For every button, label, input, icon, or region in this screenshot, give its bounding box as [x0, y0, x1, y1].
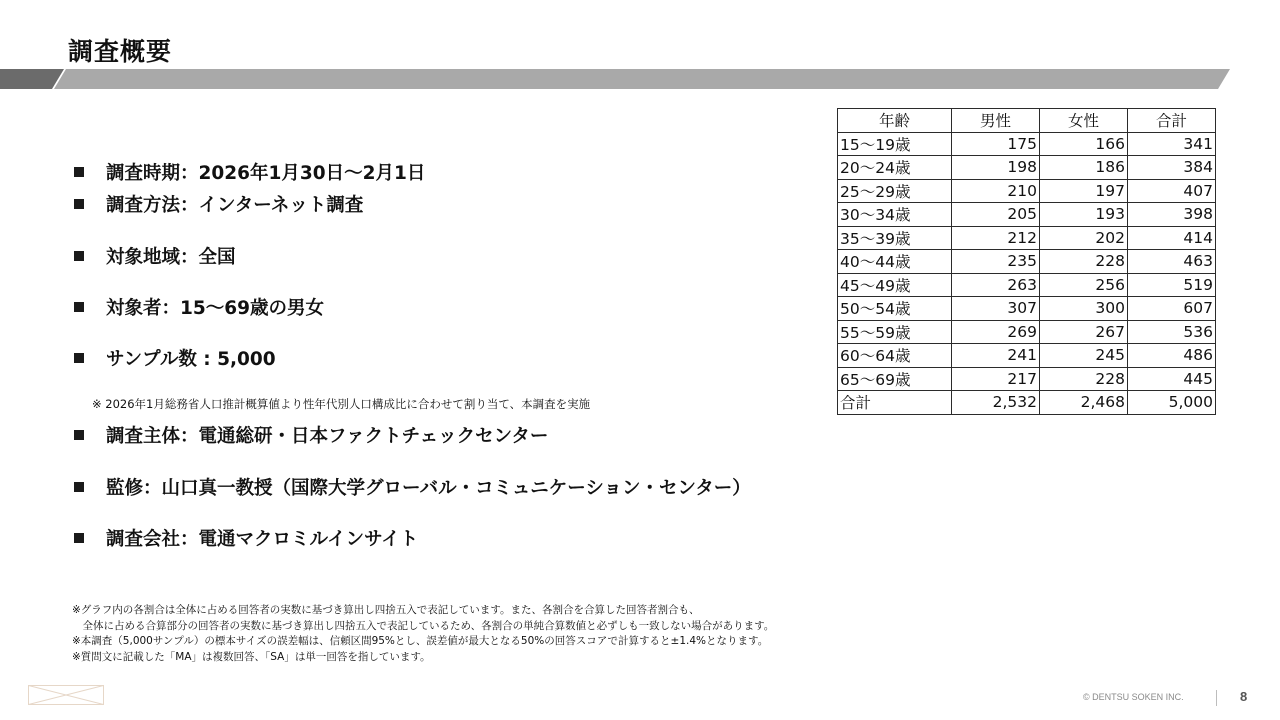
cell-female: 193: [1040, 203, 1128, 227]
cell-male: 212: [952, 226, 1040, 250]
table-total-row: [838, 391, 1216, 415]
bullet-square-icon: [74, 199, 84, 209]
cell-total: 384: [1128, 156, 1216, 180]
cell-total: 5,000: [1128, 391, 1216, 415]
cell-female: 197: [1040, 179, 1128, 203]
cell-total: 463: [1128, 250, 1216, 274]
table-row: [838, 156, 1216, 180]
cell-female: 228: [1040, 250, 1128, 274]
bullet-text: 対象者：15～69歳の男女: [106, 298, 324, 319]
table-row: [838, 367, 1216, 391]
copyright-text: © DENTSU SOKEN INC.: [1083, 692, 1184, 702]
bullet-square-icon: [74, 302, 84, 312]
footnote-line: ※質問文に記載した「MA」は複数回答、「SA」は単一回答を指しています。: [72, 650, 431, 663]
cell-total: 607: [1128, 297, 1216, 321]
cell-male: 198: [952, 156, 1040, 180]
page-title: 調査概要: [68, 37, 173, 66]
header-band-light-segment: [54, 69, 1230, 89]
cell-age: 60～64歳: [838, 344, 952, 368]
cell-age: 合計: [838, 391, 952, 415]
bullet-survey-method: [74, 191, 363, 217]
footnote-line: ※本調査（5,000サンプル）の標本サイズの誤差幅は、信頼区間95%とし、誤差値が最大となる50%の回答スコアで計算すると±1.4%となります。: [72, 635, 769, 647]
cell-age: 45～49歳: [838, 273, 952, 297]
cell-male: 175: [952, 132, 1040, 156]
header-male: 男性: [952, 109, 1040, 133]
cell-age: 65～69歳: [838, 367, 952, 391]
table-row: [838, 320, 1216, 344]
cell-total: 519: [1128, 273, 1216, 297]
bullet-target-respondents: [74, 294, 324, 320]
cell-female: 300: [1040, 297, 1128, 321]
bullet-square-icon: [74, 430, 84, 440]
bullet-text: 調査主体：電通総研・日本ファクトチェックセンター: [106, 426, 549, 447]
header-age: 年齢: [838, 109, 952, 133]
page-number: 8: [1240, 689, 1248, 704]
cell-female: 228: [1040, 367, 1128, 391]
table-row: [838, 344, 1216, 368]
bullet-sample-size: [74, 345, 276, 371]
cell-male: 263: [952, 273, 1040, 297]
cell-male: 2,532: [952, 391, 1040, 415]
cell-female: 186: [1040, 156, 1128, 180]
cell-total: 414: [1128, 226, 1216, 250]
cell-male: 210: [952, 179, 1040, 203]
table-row: [838, 273, 1216, 297]
bullet-text: 調査時期：2026年1月30日～2月1日: [106, 163, 426, 184]
cell-male: 235: [952, 250, 1040, 274]
cell-total: 536: [1128, 320, 1216, 344]
bullet-square-icon: [74, 167, 84, 177]
bullet-target-region: [74, 243, 236, 269]
bullet-square-icon: [74, 482, 84, 492]
cell-female: 245: [1040, 344, 1128, 368]
table-row: [838, 297, 1216, 321]
cell-female: 2,468: [1040, 391, 1128, 415]
header-band: [0, 69, 1230, 89]
footnote-line: ※グラフ内の各割合は全体に占める回答者の実数に基づき算出し四捨五入で表記しています。また、各割合を合算した回答者割合も、: [72, 604, 700, 616]
table-row: [838, 250, 1216, 274]
cell-female: 202: [1040, 226, 1128, 250]
cell-age: 50～54歳: [838, 297, 952, 321]
bullet-supervisor: [74, 474, 751, 500]
cell-age: 20～24歳: [838, 156, 952, 180]
cell-age: 40～44歳: [838, 250, 952, 274]
footnote-line: 全体に占める合算部分の回答者の実数に基づき算出し四捨五入で表記しているため、各割合の単純合算数値と必ずしも一致しない場合があります。: [72, 619, 775, 632]
sample-allocation-note: ※ 2026年1月総務省人口推計概算値より性年代別人口構成比に合わせて割り当て、本調査を実施: [92, 397, 591, 411]
cell-total: 445: [1128, 367, 1216, 391]
table-row: [838, 179, 1216, 203]
bullet-text: 調査会社：電通マクロミルインサイト: [106, 529, 419, 550]
table-row: [838, 203, 1216, 227]
cell-age: 55～59歳: [838, 320, 952, 344]
bullet-square-icon: [74, 251, 84, 261]
cell-female: 267: [1040, 320, 1128, 344]
cell-female: 166: [1040, 132, 1128, 156]
bullet-text: 対象地域：全国: [106, 247, 236, 268]
bullet-square-icon: [74, 533, 84, 543]
bullet-text: サンプル数 : 5,000: [106, 349, 276, 370]
header-total: 合計: [1128, 109, 1216, 133]
cell-male: 241: [952, 344, 1040, 368]
cell-male: 307: [952, 297, 1040, 321]
bullet-square-icon: [74, 353, 84, 363]
cell-total: 341: [1128, 132, 1216, 156]
cell-male: 205: [952, 203, 1040, 227]
footer-separator: [1216, 690, 1217, 706]
table-row: [838, 132, 1216, 156]
cell-age: 15～19歳: [838, 132, 952, 156]
cell-male: 269: [952, 320, 1040, 344]
cell-total: 486: [1128, 344, 1216, 368]
table-header-row: [838, 109, 1216, 133]
header-female: 女性: [1040, 109, 1128, 133]
cell-male: 217: [952, 367, 1040, 391]
cell-age: 30～34歳: [838, 203, 952, 227]
cell-age: 35～39歳: [838, 226, 952, 250]
cell-female: 256: [1040, 273, 1128, 297]
cell-total: 407: [1128, 179, 1216, 203]
bullet-survey-organizer: [74, 422, 548, 448]
sample-breakdown-table: [837, 108, 1216, 415]
table-row: [838, 226, 1216, 250]
header-band-dark-segment: [0, 69, 64, 89]
cell-total: 398: [1128, 203, 1216, 227]
bullet-survey-period: [74, 159, 425, 185]
bullet-survey-company: [74, 525, 418, 551]
bullet-text: 調査方法：インターネット調査: [106, 195, 364, 216]
footnotes: [72, 603, 774, 665]
crossed-box-logo-icon: [28, 685, 104, 705]
cell-age: 25～29歳: [838, 179, 952, 203]
bullet-text: 監修：山口真一教授（国際大学グローバル・コミュニケーション・センター）: [106, 478, 751, 499]
